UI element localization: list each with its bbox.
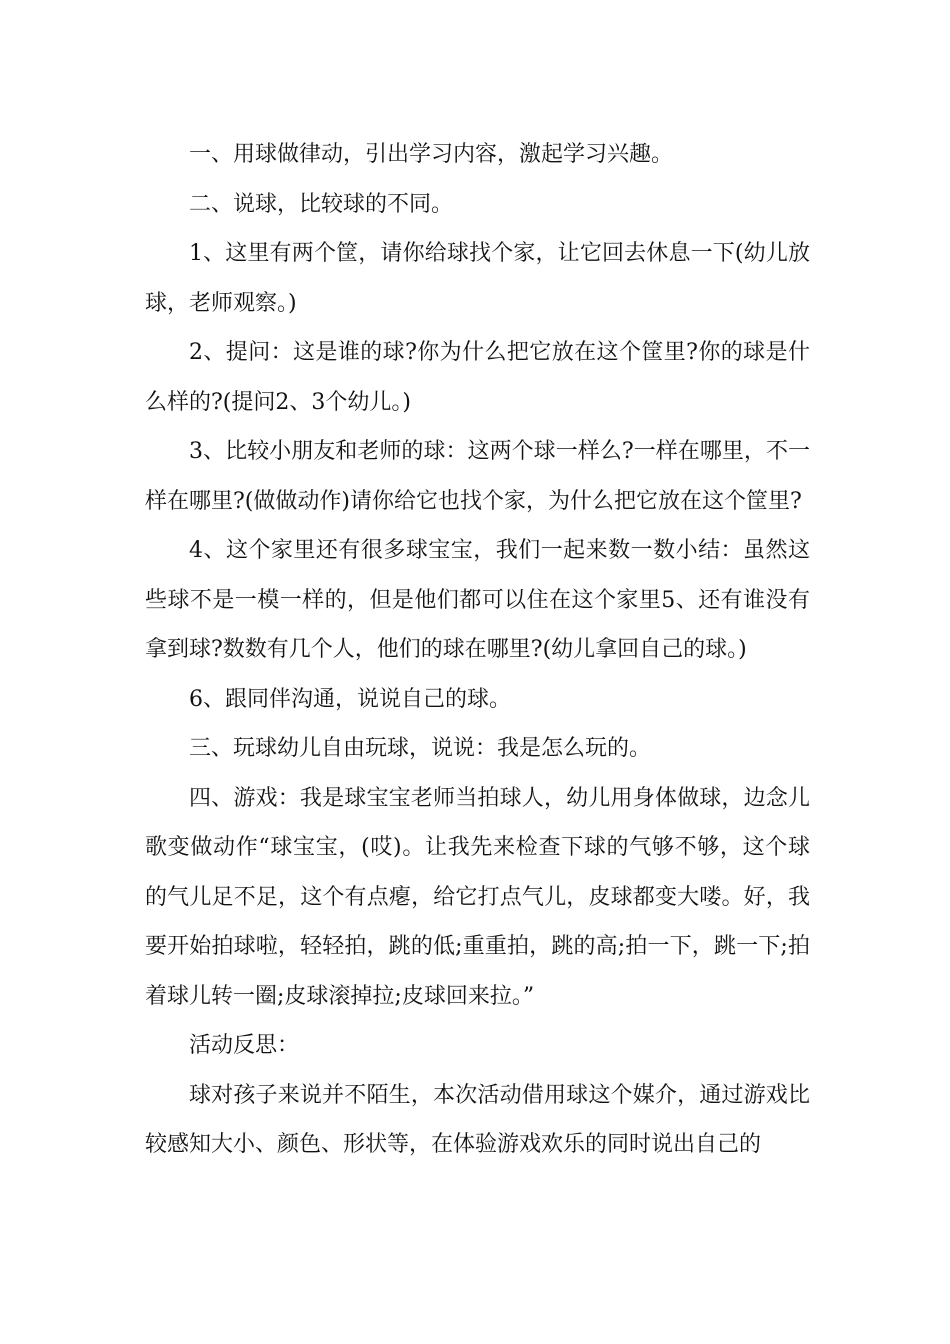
paragraph-7: 6、跟同伴沟通，说说自己的球。 <box>189 686 511 712</box>
paragraph-10: 活动反思： <box>189 1033 300 1058</box>
paragraph-5: 3、比较小朋友和老师的球：这两个球一样么?一样在哪里，不一样在哪里?(做做动作)请你给它也找个家，为什么把它放在这个筐里? <box>145 439 810 514</box>
paragraph-9: 四、游戏：我是球宝宝老师当拍球人，幼儿用身体做球，边念儿歌变做动作“球宝宝，(哎)。让我先来检查下球的气够不够，这个球的气儿足不足，这个有点瘪，给它打点气儿，皮球都变大喽。好，我要开始拍球啦，轻轻拍，跳的低;重重拍，跳的高;拍一下，跳一下;拍着球儿转一圈;皮球滚掉拉;皮球回来拉。” <box>145 785 810 1009</box>
paragraph-11: 球对孩子来说并不陌生，本次活动借用球这个媒介，通过游戏比较感知大小、颜色、形状等，在体验游戏欢乐的同时说出自己的 <box>145 1082 810 1157</box>
paragraph-6: 4、这个家里还有很多球宝宝，我们一起来数一数小结：虽然这些球不是一模一样的，但是他们都可以住在这个家里5、还有谁没有拿到球?数数有几个人，他们的球在哪里?(幼儿拿回自己的球。) <box>145 538 810 662</box>
paragraph-8: 三、玩球幼儿自由玩球，说说：我是怎么玩的。 <box>189 736 652 761</box>
paragraph-3: 1、这里有两个筐，请你给球找个家，让它回去休息一下(幼儿放球，老师观察。) <box>145 241 810 316</box>
paragraph-1: 一、用球做律动，引出学习内容，激起学习兴趣。 <box>189 142 674 167</box>
paragraph-2: 二、说球，比较球的不同。 <box>189 191 454 217</box>
paragraph-4: 2、提问：这是谁的球?你为什么把它放在这个筐里?你的球是什么样的?(提问2、3个幼儿。) <box>145 340 810 415</box>
document-body <box>145 130 810 1170</box>
